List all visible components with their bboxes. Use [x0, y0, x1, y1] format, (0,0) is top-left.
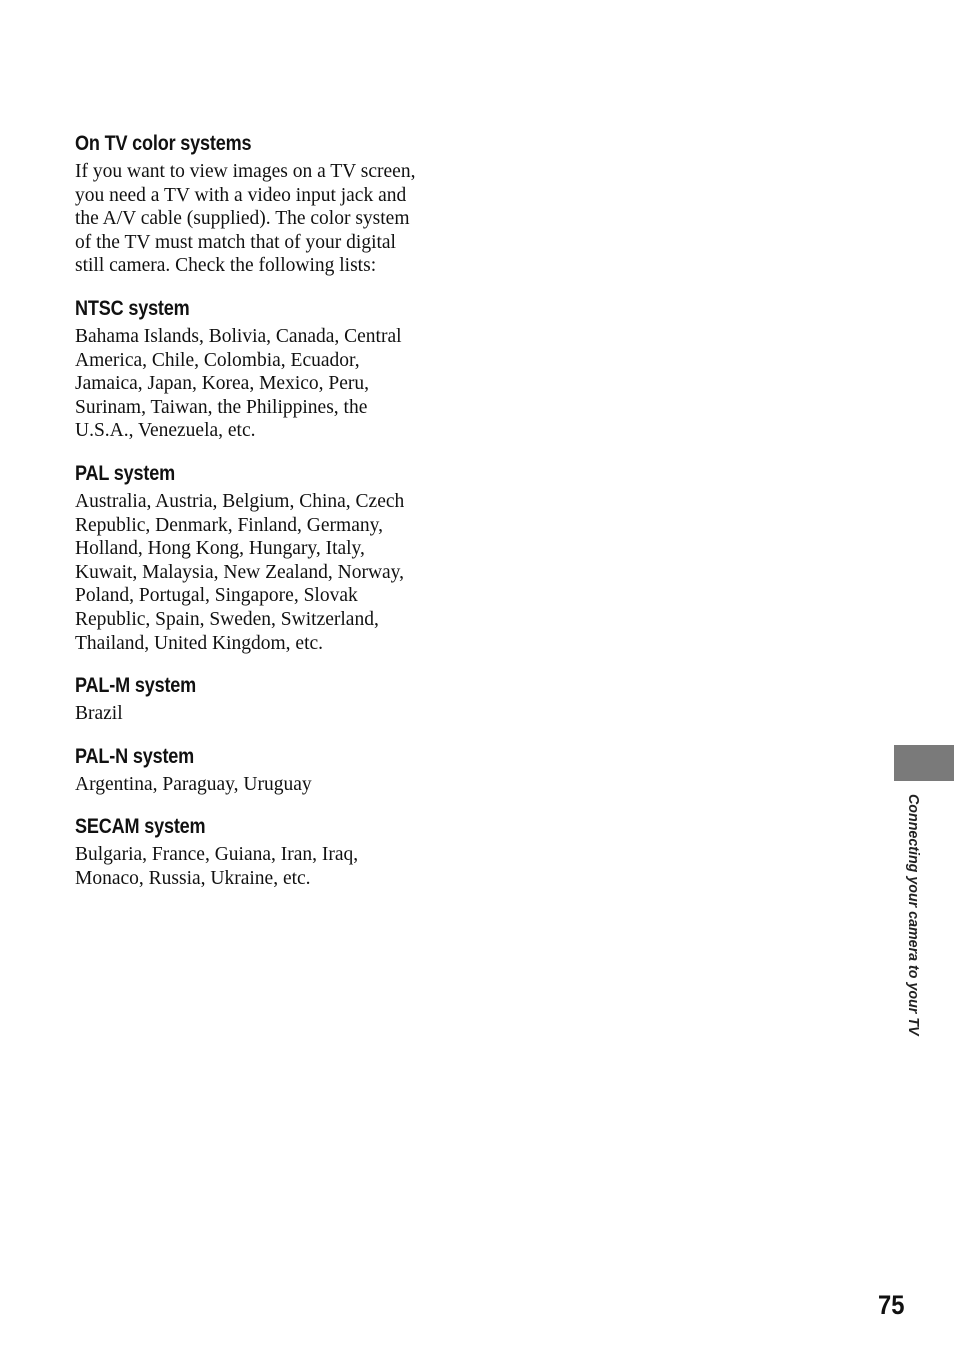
section-tv-color-systems — [75, 130, 455, 278]
section-body — [75, 702, 455, 726]
section-body — [75, 160, 455, 278]
text-line: Bahama Islands, Bolivia, Canada, Central — [75, 325, 402, 347]
section-ntsc-system — [75, 295, 455, 443]
section-secam-system — [75, 813, 455, 890]
text-line: Bulgaria, France, Guiana, Iran, Iraq, — [75, 844, 359, 866]
text-line: Republic, Denmark, Finland, Germany, — [75, 514, 383, 536]
section-body — [75, 843, 455, 890]
text-line: Poland, Portugal, Singapore, Slovak — [75, 585, 358, 607]
text-line: Republic, Spain, Sweden, Switzerland, — [75, 608, 379, 630]
section-heading: SECAM system — [75, 815, 206, 839]
text-line: Jamaica, Japan, Korea, Mexico, Peru, — [75, 373, 370, 395]
section-body — [75, 325, 455, 443]
text-line: Surinam, Taiwan, the Philippines, the — [75, 396, 368, 418]
section-heading: PAL system — [75, 461, 176, 485]
section-heading: PAL-M system — [75, 674, 197, 698]
text-line: Brazil — [75, 703, 123, 725]
section-body — [75, 490, 455, 655]
section-heading: On TV color systems — [75, 132, 252, 155]
text-line: still camera. Check the following lists: — [75, 255, 377, 277]
text-line: Kuwait, Malaysia, New Zealand, Norway, — [75, 561, 405, 583]
page-number: 75 — [878, 1290, 905, 1320]
text-line: Thailand, United Kingdom, etc. — [75, 632, 324, 654]
text-line: of the TV must match that of your digital — [75, 231, 396, 253]
text-line: Australia, Austria, Belgium, China, Czech — [75, 490, 405, 512]
text-line: the A/V cable (supplied). The color system — [75, 208, 410, 230]
text-line: Holland, Hong Kong, Hungary, Italy, — [75, 538, 365, 560]
section-pal-system — [75, 460, 455, 655]
text-line: America, Chile, Colombia, Ecuador, — [75, 349, 360, 371]
section-pal-n-system — [75, 743, 455, 797]
section-heading: NTSC system — [75, 296, 190, 320]
text-line: you need a TV with a video input jack and — [75, 184, 407, 206]
section-body — [75, 773, 455, 797]
chapter-tab — [894, 745, 954, 781]
chapter-label: Connecting your camera to your TV — [905, 794, 922, 1036]
text-line: Argentina, Paraguay, Uruguay — [75, 773, 312, 795]
text-line: If you want to view images on a TV screen, — [75, 161, 416, 182]
section-pal-m-system — [75, 672, 455, 726]
text-line: U.S.A., Venezuela, etc. — [75, 420, 256, 442]
text-line: Monaco, Russia, Ukraine, etc. — [75, 867, 311, 889]
main-content — [75, 130, 455, 907]
section-heading: PAL-N system — [75, 744, 195, 768]
